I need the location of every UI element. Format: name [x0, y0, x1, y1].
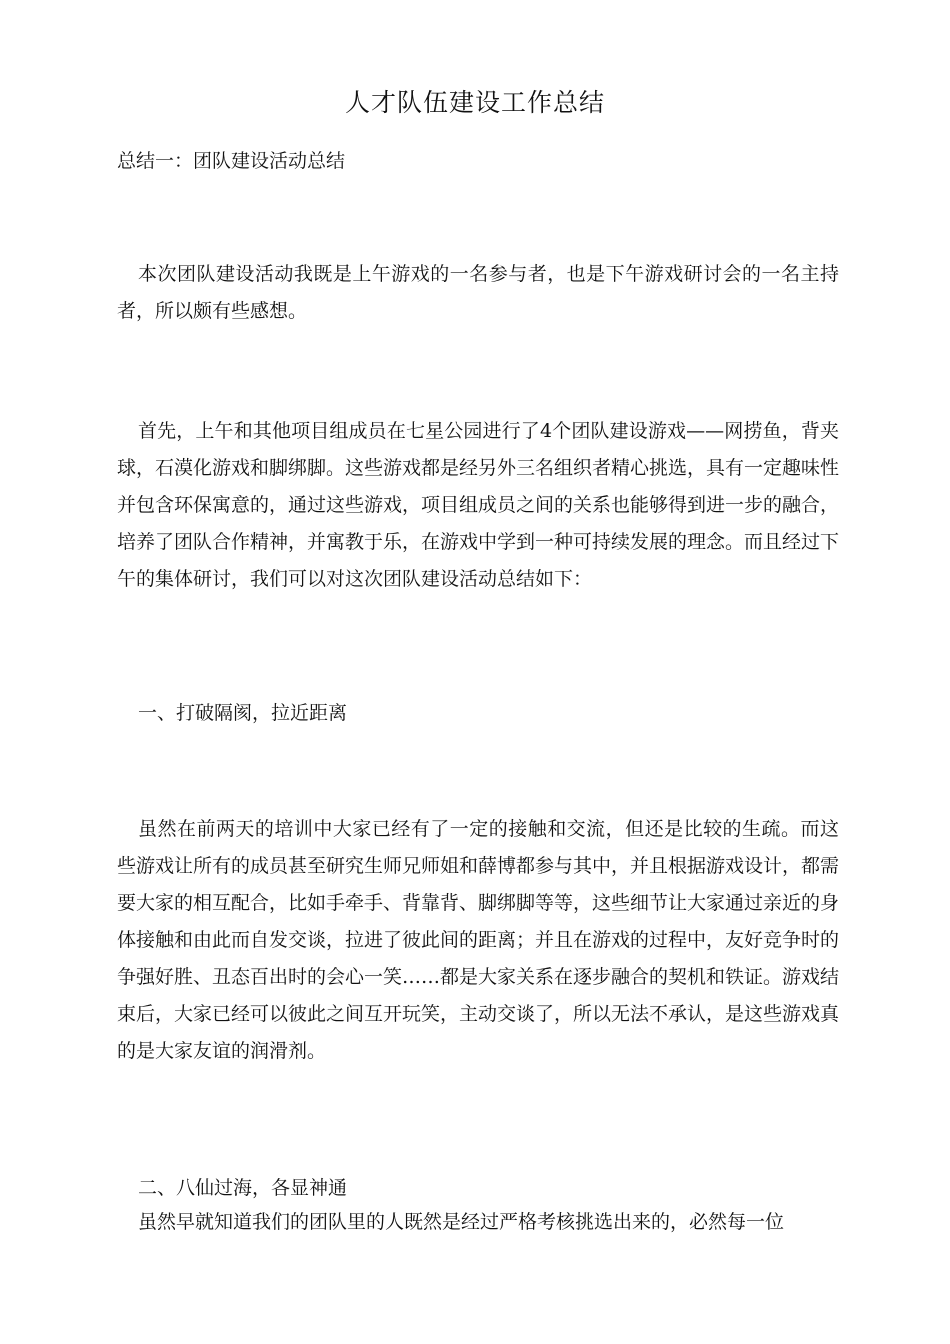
paragraph-first-activities: 首先，上午和其他项目组成员在七星公园进行了4个团队建设游戏——网捞鱼，背夹球，石漠化游戏和脚绑脚。这些游戏都是经另外三名组织者精心挑选，具有一定趣味性并包含环保寓意的，通过这些游戏，项目组成员之间的关系也能够得到进一步的融合，培养了团队合作精神，并寓教于乐，在游戏中学到一种可持续发展的理念。而且经过下午的集体研讨，我们可以对这次团队建设活动总结如下：	[117, 420, 840, 590]
section-heading-1: 一、打破隔阂，拉近距离	[138, 702, 348, 724]
paragraph-section-1: 虽然在前两天的培训中大家已经有了一定的接触和交流，但还是比较的生疏。而这些游戏让所有的成员甚至研究生师兄师姐和薛博都参与其中，并且根据游戏设计，都需要大家的相互配合，比如手牵手、背靠背、脚绑脚等等，这些细节让大家通过亲近的身体接触和由此而自发交谈，拉进了彼此间的距离；并且在游戏的过程中，友好竞争时的争强好胜、丑态百出时的会心一笑……都是大家关系在逐步融合的契机和铁证。游戏结束后，大家已经可以彼此之间互开玩笑，主动交谈了，所以无法不承认，是这些游戏真的是大家友谊的润滑剂。	[117, 818, 840, 1062]
paragraph-section-2: 虽然早就知道我们的团队里的人既然是经过严格考核挑选出来的，必然每一位	[138, 1211, 785, 1233]
section-heading-2: 二、八仙过海，各显神通	[138, 1177, 348, 1199]
document-subtitle: 总结一：团队建设活动总结	[117, 150, 346, 172]
paragraph-intro: 本次团队建设活动我既是上午游戏的一名参与者，也是下午游戏研讨会的一名主持者，所以颇有些感想。	[117, 263, 839, 322]
document-title: 人才队伍建设工作总结	[344, 88, 605, 117]
